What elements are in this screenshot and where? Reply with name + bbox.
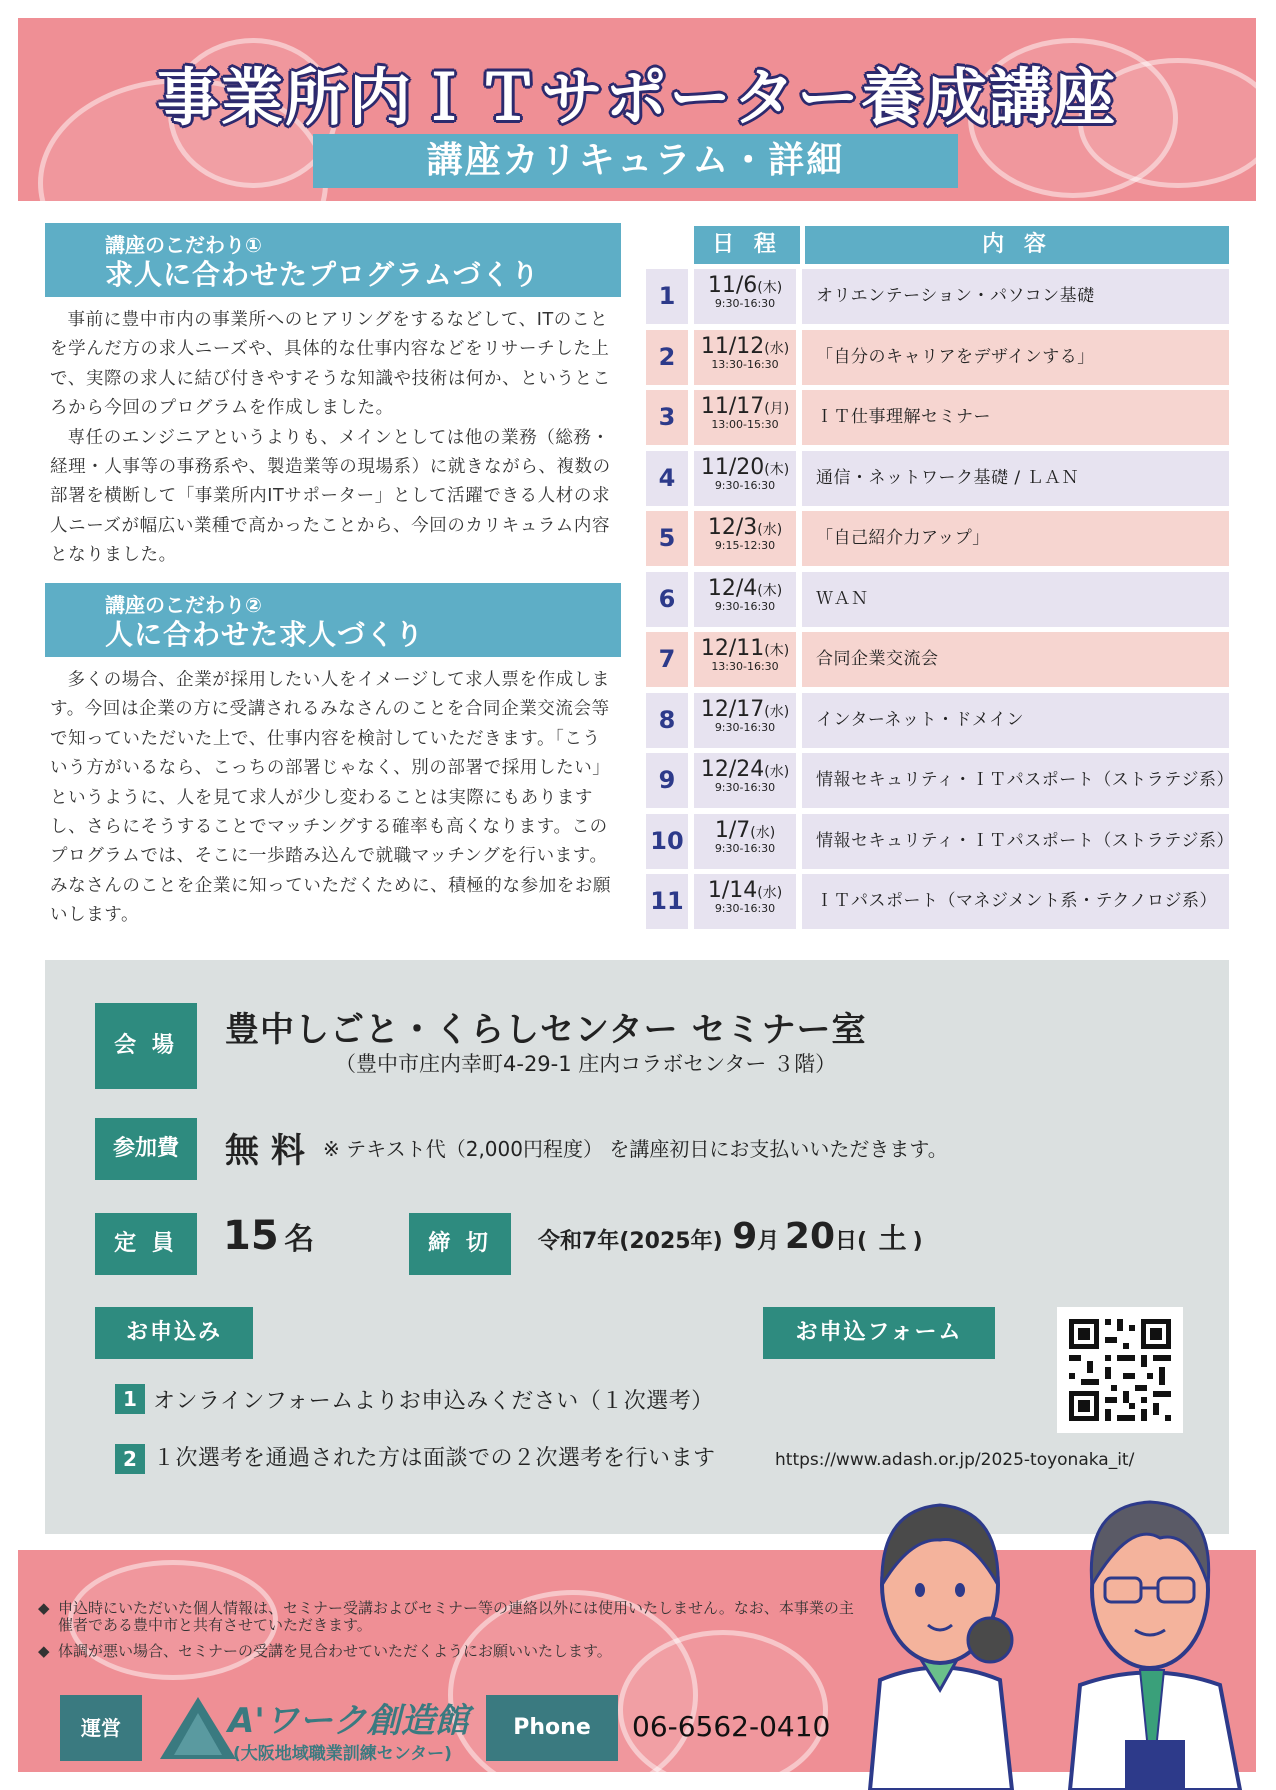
session-number: 6 bbox=[646, 572, 688, 627]
session-content: ＷＡＮ bbox=[802, 572, 1229, 627]
qr-code[interactable] bbox=[1057, 1307, 1183, 1433]
session-time: 9:30-16:30 bbox=[714, 599, 776, 613]
session-date-value: 12/24 bbox=[700, 757, 765, 782]
capacity-number: 15 bbox=[223, 1213, 279, 1259]
session-date-value: 12/17 bbox=[700, 696, 765, 722]
header-banner bbox=[18, 18, 1256, 201]
session-time: 13:30-16:30 bbox=[711, 660, 779, 673]
session-date bbox=[694, 451, 796, 506]
schedule-row bbox=[646, 572, 1229, 627]
session-weekday: (木) bbox=[764, 461, 790, 478]
session-time: 13:00-15:30 bbox=[711, 418, 779, 431]
deadline-era: 令和7年(2025年) bbox=[538, 1229, 723, 1254]
schedule-row bbox=[646, 632, 1229, 687]
session-number: 9 bbox=[646, 753, 688, 808]
section1-small-title: 講座のこだわり① bbox=[105, 233, 262, 257]
form-url-link[interactable]: https://www.adash.or.jp/2025-toyonaka_it/ bbox=[775, 1450, 1135, 1470]
session-number: 3 bbox=[646, 390, 688, 445]
woman-figure-icon bbox=[870, 1505, 1012, 1790]
session-number: 4 bbox=[646, 451, 688, 506]
session-content: ＩＴ仕事理解セミナー bbox=[802, 390, 1229, 445]
people-illustration bbox=[840, 1490, 1276, 1790]
session-date-value: 1/14 bbox=[707, 878, 758, 903]
session-weekday: (水) bbox=[764, 703, 790, 720]
section2-title: 人に合わせた求人づくり bbox=[105, 618, 425, 651]
schedule-row bbox=[646, 874, 1229, 929]
session-weekday: (水) bbox=[757, 522, 783, 538]
schedule-row bbox=[646, 753, 1234, 808]
health-note bbox=[38, 1642, 858, 1660]
fee-value: 無 料 bbox=[225, 1131, 305, 1171]
fee-note: ※ テキスト代（2,000円程度） を講座初日にお支払いいただきます。 bbox=[323, 1137, 948, 1161]
schedule-header-content: 内 容 bbox=[805, 226, 1229, 264]
page-subtitle: 講座カリキュラム・詳細 bbox=[313, 134, 958, 188]
session-weekday: (月) bbox=[764, 401, 790, 417]
session-content: 合同企業交流会 bbox=[802, 632, 1229, 687]
session-number: 2 bbox=[646, 330, 688, 385]
logo-subtext: (大阪地域職業訓練センター) bbox=[233, 1744, 452, 1764]
capacity-label: 定 員 bbox=[95, 1213, 197, 1275]
session-date-value: 11/6 bbox=[707, 273, 758, 298]
session-content: 情報セキュリティ・ＩＴパスポート（ストラテジ系） bbox=[802, 814, 1229, 869]
session-time: 9:30-16:30 bbox=[714, 902, 776, 915]
deadline-close: ) bbox=[912, 1229, 923, 1254]
session-date bbox=[694, 693, 796, 748]
session-weekday: (水) bbox=[757, 885, 783, 901]
operator-label: 運営 bbox=[60, 1695, 142, 1761]
deadline-day-unit: 日( bbox=[835, 1229, 868, 1254]
session-date-value: 12/3 bbox=[707, 515, 758, 540]
schedule-row bbox=[646, 330, 1229, 385]
session-content: 情報セキュリティ・ＩＴパスポート（ストラテジ系） bbox=[802, 753, 1229, 808]
session-date-value: 12/4 bbox=[707, 575, 758, 601]
step1-number: 1 bbox=[115, 1384, 145, 1414]
apply-label: お申込み bbox=[95, 1307, 253, 1359]
section2-small-title: 講座のこだわり② bbox=[105, 593, 262, 617]
privacy-note-text: 申込時にいただいた個人情報は、セミナー受講およびセミナー等の連絡以外には使用いたしません。なお、本事業の主催者である豊中市と共有させていただきます。 bbox=[58, 1599, 854, 1634]
phone-number[interactable]: 06-6562-0410 bbox=[632, 1710, 831, 1743]
session-date bbox=[694, 330, 796, 385]
session-date-value: 11/17 bbox=[700, 394, 765, 419]
session-number: 5 bbox=[646, 511, 688, 566]
privacy-note bbox=[38, 1599, 858, 1634]
schedule-row bbox=[646, 693, 1229, 748]
schedule-row bbox=[646, 814, 1234, 869]
session-date-value: 11/12 bbox=[700, 333, 765, 359]
session-date bbox=[694, 390, 796, 445]
form-link-button[interactable]: お申込フォーム bbox=[763, 1307, 995, 1359]
capacity-unit: 名 bbox=[284, 1222, 315, 1257]
session-number: 8 bbox=[646, 693, 688, 748]
section2-paragraph: 多くの場合、企業が採用したい人をイメージして求人票を作成します。今回は企業の方に受講されるみなさんのことを合同企業交流会等で知っていただいた上で、仕事内容を検討していただきます。「こういう方がいるなら、こっちの部署じゃなく、別の部署で採用したい」というように、人を見て求人が少し変わることは実際にもありますし、さらにそうすることでマッチングする確率も高くなります。このプログラムでは、そこに一歩踏み込んで就職マッチングを行います。みなさんのことを企業に知っていただくために、積極的な参加をお願いします。 bbox=[50, 670, 612, 926]
session-weekday: (木) bbox=[757, 582, 783, 599]
session-number: 10 bbox=[646, 814, 688, 869]
fee-label: 参加費 bbox=[95, 1118, 197, 1180]
session-time: 9:30-16:30 bbox=[714, 720, 776, 734]
phone-label: Phone bbox=[486, 1695, 618, 1761]
session-date-value: 1/7 bbox=[714, 817, 751, 843]
session-time: 9:15-12:30 bbox=[714, 539, 776, 552]
session-time: 9:30-16:30 bbox=[714, 478, 776, 492]
session-content: オリエンテーション・パソコン基礎 bbox=[802, 269, 1229, 324]
diamond-bullet-icon: ◆ bbox=[38, 1599, 50, 1617]
session-time: 13:30-16:30 bbox=[711, 357, 779, 371]
session-date bbox=[694, 632, 796, 687]
page-title: 事業所内ＩＴサポーター養成講座 bbox=[156, 61, 1117, 134]
session-date bbox=[694, 572, 796, 627]
capacity-value bbox=[223, 1213, 314, 1259]
section2-body bbox=[50, 666, 616, 931]
info-panel bbox=[45, 960, 1229, 1534]
venue-name: 豊中しごと・くらしセンター セミナー室 bbox=[225, 1010, 867, 1050]
section1-paragraph: 事前に豊中市内の事業所へのヒアリングをするなどして、ITのことを学んだ方の求人ニーズや、具体的な仕事内容などをリサーチした上で、実際の求人に結び付きやすそうな知識や技術は何か、というところから今回のプログラムを作成しました。 bbox=[50, 310, 611, 419]
diamond-bullet-icon: ◆ bbox=[38, 1642, 50, 1660]
session-content: 通信・ネットワーク基礎 / ＬＡＮ bbox=[802, 451, 1229, 506]
deadline-day: 20 bbox=[784, 1216, 835, 1257]
session-weekday: (水) bbox=[750, 824, 776, 841]
session-content: 「自分のキャリアをデザインする」 bbox=[802, 330, 1229, 385]
session-time: 9:30-16:30 bbox=[714, 841, 776, 855]
session-date-value: 11/20 bbox=[700, 454, 765, 480]
session-date bbox=[694, 874, 796, 929]
session-date bbox=[694, 269, 796, 324]
logo bbox=[158, 1695, 478, 1765]
session-weekday: (水) bbox=[764, 340, 790, 357]
session-number: 11 bbox=[646, 874, 688, 929]
session-date bbox=[694, 814, 796, 869]
deadline-month-unit: 月 bbox=[757, 1229, 780, 1254]
session-weekday: (木) bbox=[757, 280, 783, 296]
session-weekday: (木) bbox=[764, 643, 790, 659]
session-weekday: (水) bbox=[764, 764, 790, 780]
session-number: 7 bbox=[646, 632, 688, 687]
step2-number: 2 bbox=[115, 1444, 145, 1474]
session-time: 9:30-16:30 bbox=[714, 781, 776, 794]
session-date bbox=[694, 511, 796, 566]
session-date-value: 12/11 bbox=[700, 636, 765, 661]
schedule-row bbox=[646, 451, 1229, 506]
session-content: 「自己紹介力アップ」 bbox=[802, 511, 1229, 566]
schedule-row bbox=[646, 269, 1229, 324]
venue-label: 会 場 bbox=[95, 1003, 197, 1089]
step2-text: １次選考を通過された方は面談での２次選考を行います bbox=[153, 1446, 716, 1471]
deadline-weekday: 土 bbox=[878, 1222, 907, 1255]
section1-paragraph: 専任のエンジニアというよりも、メインとしては他の業務（総務・経理・人事等の事務系や、製造業等の現場系）に就きながら、複数の部署を横断して「事業所内ITサポーター」として活躍できる人材の求人ニーズが幅広い業種で高かったことから、今回のカリキュラム内容となりました。 bbox=[50, 427, 611, 566]
schedule-row bbox=[646, 390, 1229, 445]
deadline-month: 9 bbox=[732, 1216, 758, 1257]
schedule-row bbox=[646, 511, 1229, 566]
section2-heading bbox=[45, 583, 621, 657]
deadline-label: 締 切 bbox=[409, 1213, 511, 1275]
section1-title: 求人に合わせたプログラムづくり bbox=[105, 258, 540, 291]
health-note-text: 体調が悪い場合、セミナーの受講を見合わせていただくようにお願いいたします。 bbox=[58, 1642, 612, 1660]
session-time: 9:30-16:30 bbox=[714, 297, 776, 310]
logo-triangle-icon bbox=[158, 1695, 238, 1761]
logo-text: A'ワーク創造館 bbox=[228, 1701, 469, 1741]
qr-code-icon bbox=[1057, 1307, 1183, 1433]
session-content: ＩＴパスポート（マネジメント系・テクノロジ系） bbox=[802, 874, 1229, 929]
step1-text: オンラインフォームよりお申込みください（１次選考） bbox=[153, 1389, 714, 1414]
schedule-header-date: 日 程 bbox=[694, 226, 800, 264]
session-date bbox=[694, 753, 796, 808]
venue-address: （豊中市庄内幸町4-29-1 庄内コラボセンター ３階） bbox=[335, 1052, 837, 1076]
section1-body bbox=[50, 306, 616, 571]
deadline-value bbox=[538, 1216, 923, 1257]
session-content: インターネット・ドメイン bbox=[802, 693, 1229, 748]
session-number: 1 bbox=[646, 269, 688, 324]
man-figure-icon bbox=[1070, 1502, 1240, 1790]
section1-heading bbox=[45, 223, 621, 297]
